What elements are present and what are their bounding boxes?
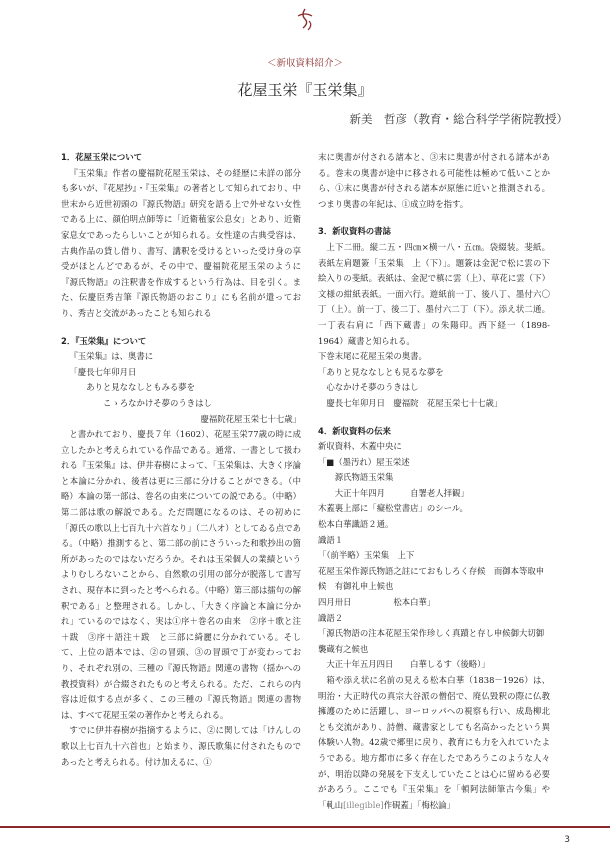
colophon-quote bbox=[61, 365, 301, 427]
note-line: 「源氏物語の注本花屋玉栄作珍しく真蹟と存し申候御大切御襲蔵有之候也 bbox=[318, 628, 545, 654]
section-2-paragraph: すでに伊井春樹が指摘するように、②に関しては「けんしの歌以上七百九十六首也」と始まり、源氏歌集に付されたものであったと考えられる。付け加えるに、① bbox=[61, 725, 301, 767]
author-line: 新美 哲彦（教育・総合科学学術院教授） bbox=[349, 112, 568, 126]
section-4-line: 木蓋裏上部に「癡松堂書店」のシール。 bbox=[318, 503, 468, 514]
section-4-heading: 4．新収資料の伝来 bbox=[318, 425, 391, 436]
box-inscription-line: 源氏物語玉栄集 bbox=[334, 472, 394, 483]
colophon-line: 「ありと見ななしとも見るな夢を bbox=[318, 366, 444, 377]
left-column bbox=[61, 150, 301, 815]
yomikuchi-logo bbox=[290, 6, 320, 32]
box-inscription-line: 大正十年四月 自署老人拝観」 bbox=[334, 487, 469, 498]
right-column bbox=[318, 150, 550, 815]
note-label: 識語２ bbox=[318, 612, 344, 623]
section-1-paragraph: 『玉栄集』作者の慶福院花屋玉栄は、その経歴に未詳の部分も多いが、『花屋抄』・『玉栄集』の著者として知られており、中世末から近世初頭の『源氏物語』研究を語る上で外せない女性である上に、顔伯明点師等に「近衛稙家公息女」とあり、近衛家息女であったらしいことが知られる。女性達の古典受容は、古典作品の貸し借り、書写、講釈を受けるといった受け身の享受がほとんどであるが、その中で、慶福院花屋玉栄のように『源氏物語』の注釈書を作成するという行為は、目を引く。また、伝慶臣秀吉筆『源氏物語のおこり』にも名前が遣っており、秀吉と交流があったことも知られる bbox=[61, 167, 301, 318]
page-number: 3 bbox=[564, 835, 570, 845]
section-1-heading: 1．花屋玉栄について bbox=[61, 152, 143, 162]
section-4-paragraph-text: 箱や添え状に名前の見える松本白華（1838－1926）は、明治・大正時代の真宗大谷派の僧侶で、廃仏毀釈の際に仏教擁護のために活躍し、ヨーロッパへの視察も行い、成島柳北とも交流があり、詩僧、蔵書家としても名高かったという異体験い人物。42歳で郷里に戻り、教育にも力を入れていたようである。地方都市に多く存在したであろうこのような人々が、明治以降の発展を下支えしていたことは心に留める必要があろう。ここでも『玉栄集』を「頓阿法師筆古今集」や「軋山 bbox=[318, 675, 550, 810]
section-2-intro: 『玉栄集』は、奥書に bbox=[69, 351, 154, 362]
colophon-line: 慶長七年卯月日 慶福院 花屋玉栄七十七歳」 bbox=[326, 397, 503, 408]
colophon-line: 「慶長七年卯月日 bbox=[69, 366, 137, 377]
section-2-heading: 2．『玉栄集』について bbox=[61, 335, 147, 346]
note-line: 四月卅日 松本白華」 bbox=[318, 597, 436, 608]
colophon-line: こゝろなかけそ夢のうきはし bbox=[102, 397, 212, 408]
colophon-line: 慶福院花屋玉栄七十七歳」 bbox=[200, 413, 301, 424]
article-title: 花屋玉栄『玉栄集』 bbox=[237, 81, 373, 99]
section-4-line: 松本白華識語２通。 bbox=[318, 519, 394, 530]
section-4-paragraph-end: 作硯蓋」「梅松論」 bbox=[383, 799, 455, 810]
section-4-line: 新収資料、木蓋中央に bbox=[318, 441, 402, 452]
section-3-paragraph: 上下二冊。縦二五・四㎝×横一八・五㎝。袋綴装。斐紙。表紙左肩題簽「玉栄集 上（下）」。題簽は金泥で松に雲の下絵入りの斐紙。表紙は、金泥で槙に雲（上）、草花に雲（下）文様の紺紙表紙。一面六行。遊紙前一丁、後八丁、墨付六〇丁（上）。前一丁、後二丁、墨付六二丁（下）。添え状二通。一丁表右肩に「西下蔵書」の朱陽印。西下経一（1898-1964）蔵書と知られる。 bbox=[318, 241, 550, 346]
section-4-paragraph bbox=[318, 673, 550, 813]
note-line: 大正十年五月四日 白華しるす（後略）」 bbox=[326, 659, 490, 670]
note-line: 花屋玉栄作源氏物語之註にておもしろく存候 而御本等取申候 有御礼申上候也 bbox=[318, 565, 545, 592]
footer-rule bbox=[0, 826, 610, 828]
box-inscription-line: 「■（墨汚れ）屋玉栄述 bbox=[318, 456, 410, 467]
section-3-line: 下巻末尾に花屋玉栄の奥書。 bbox=[318, 351, 427, 362]
section-label: ＜新収資料紹介＞ bbox=[266, 58, 343, 69]
colophon-line: 心なかけそ夢のうきはし bbox=[326, 382, 419, 393]
note-label: 識語１ bbox=[318, 534, 344, 545]
continuation-paragraph: 末に奥書が付される諸本と、③末に奥書が付される諸本がある。巻末の奥書が途中に移される可能性は極めて低いことから、①末に奥書が付される諸本が原態に近いと推測される。つまり奥書の年紀は、①成立時を指す。 bbox=[318, 152, 550, 209]
section-3-heading: 3．新収資料の書誌 bbox=[318, 226, 391, 237]
illegible-mark: [illegible] bbox=[343, 799, 384, 810]
note-line: 「（前半略）玉栄集 上下 bbox=[318, 550, 415, 561]
colophon-line: ありと見ななしともみる夢を bbox=[86, 382, 196, 393]
section-2-paragraph: と書かれており、慶長７年（1602）、花屋玉栄77歳の時に成立したかと考えられている作品である。通常、一書として扱われる『玉栄集』は、伊井春樹によって、「玉栄集は、大きく序論と本論に分かれ、後者は更に三部に分けることができる。（中略）本論の第一部は、巻名の由来についての説である。（中略）第二部は歌の解説である。ただ問題になるのは、その初めに「源氏の歌以上七百九十六首なり」（二八オ）としてゐる点である。（中略）推測すると、第二部の前にさういった和歌抄出の箇所があったのではないだろうか。それは玉栄個人の業績というよりむしろないことから、自然歌の引用の部分が脱落して書写され、現存本に到ったと考へられる。（中略）第三部は擂句の解釈である」と整理される。しかし、「大きく序論と本論に分かれ」ているのではなく、実は①序＋巻名の由来 ②序＋歌と注＋跋 ③序＋語注＋跋 と三部に綺麗に分かれている。そして、上位の語本では、②の冒頭、③の冒頭で丁が変わっており、それぞれ別の、三種の『源氏物語』関連の書物（揺かへの教授資料）が合綴されたものと考えられる。ただ、これらの内容は近似する点が多く、この三種の『源氏物語』関連の書物は、すべて花屋玉栄の著作かと考えられる。 bbox=[61, 429, 301, 720]
